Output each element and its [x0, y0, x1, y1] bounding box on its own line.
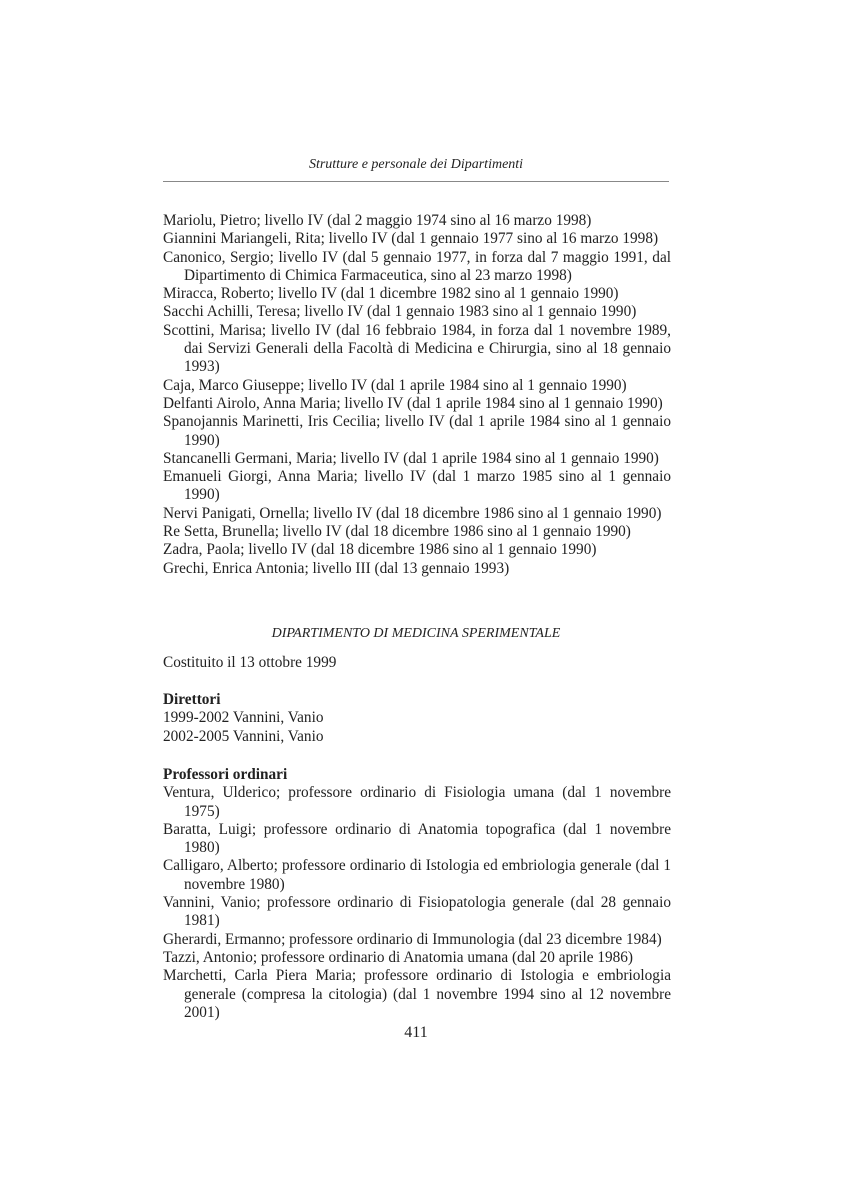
list-item: Ventura, Ulderico; professore ordinario di Fisiologia umana (dal 1 novembre 1975)	[163, 784, 671, 820]
directors-heading: Direttori	[163, 691, 221, 708]
list-item: Tazzi, Antonio; professore ordinario di Anatomia umana (dal 20 aprile 1986)	[163, 948, 634, 966]
list-item: Stancanelli Germani, Maria; livello IV (dal 1 aprile 1984 sino al 1 gennaio 1990)	[163, 449, 659, 467]
staff-list	[163, 212, 671, 578]
list-item: Calligaro, Alberto; professore ordinario di Istologia ed embriologia generale (dal 1 novembre 1980)	[163, 857, 671, 893]
list-item: Nervi Panigati, Ornella; livello IV (dal 18 dicembre 1986 sino al 1 gennaio 1990)	[163, 504, 662, 522]
list-item: Delfanti Airolo, Anna Maria; livello IV (dal 1 aprile 1984 sino al 1 gennaio 1990)	[163, 394, 663, 412]
list-item: Giannini Mariangeli, Rita; livello IV (dal 1 gennaio 1977 sino al 16 marzo 1998)	[163, 230, 659, 248]
director-item: 2002-2005 Vannini, Vanio	[163, 727, 324, 745]
list-item: Mariolu, Pietro; livello IV (dal 2 maggio 1974 sino al 16 marzo 1998)	[163, 212, 592, 229]
list-item: Caja, Marco Giuseppe; livello IV (dal 1 aprile 1984 sino al 1 gennaio 1990)	[163, 376, 627, 394]
list-item: Grechi, Enrica Antonia; livello III (dal 13 gennaio 1993)	[163, 559, 510, 577]
page-number: 411	[404, 1024, 428, 1041]
list-item: Baratta, Luigi; professore ordinario di Anatomia topografica (dal 1 novembre 1980)	[163, 820, 671, 857]
list-item: Gherardi, Ermanno; professore ordinario di Immunologia (dal 23 dicembre 1984)	[163, 930, 662, 948]
list-item: Miracca, Roberto; livello IV (dal 1 dicembre 1982 sino al 1 gennaio 1990)	[163, 285, 619, 303]
list-item: Canonico, Sergio; livello IV (dal 5 gennaio 1977, in forza dal 7 maggio 1991, dal Dipartimento di Chimica Farmaceutica, sino al 23 marzo 1998)	[163, 248, 671, 284]
professors-section	[163, 766, 671, 1022]
director-item: 1999-2002 Vannini, Vanio	[163, 709, 324, 727]
constituted-block	[163, 654, 671, 672]
list-item: Sacchi Achilli, Teresa; livello IV (dal 1 gennaio 1983 sino al 1 gennaio 1990)	[163, 303, 637, 321]
list-item: Re Setta, Brunella; livello IV (dal 18 dicembre 1986 sino al 1 gennaio 1990)	[163, 523, 631, 541]
section-title: DIPARTIMENTO DI MEDICINA SPERIMENTALE	[271, 626, 561, 641]
list-item: Marchetti, Carla Piera Maria; professore ordinario di Istologia e embriologia generale (compresa la citologia) (dal 1 novembre 1994 sino al 12 novembre 2001)	[163, 967, 671, 1021]
list-item: Vannini, Vanio; professore ordinario di Fisiopatologia generale (dal 28 gennaio 1981)	[163, 894, 671, 930]
list-item: Scottini, Marisa; livello IV (dal 16 febbraio 1984, in forza dal 1 novembre 1989, dai Servizi Generali della Facoltà di Medicina e Chirurgia, sino al 18 gennaio 1993)	[163, 321, 671, 376]
constituted-date: Costituito il 13 ottobre 1999	[163, 654, 337, 671]
list-item: Spanojannis Marinetti, Iris Cecilia; livello IV (dal 1 aprile 1984 sino al 1 gennaio 1990)	[163, 413, 671, 449]
list-item: Emanueli Giorgi, Anna Maria; livello IV (dal 1 marzo 1985 sino al 1 gennaio 1990)	[163, 468, 671, 504]
directors-section	[163, 691, 671, 746]
running-head: Strutture e personale dei Dipartimenti	[308, 157, 524, 172]
professors-heading: Professori ordinari	[163, 766, 288, 783]
list-item: Zadra, Paola; livello IV (dal 18 dicembre 1986 sino al 1 gennaio 1990)	[163, 541, 597, 559]
header-rule	[163, 181, 669, 182]
